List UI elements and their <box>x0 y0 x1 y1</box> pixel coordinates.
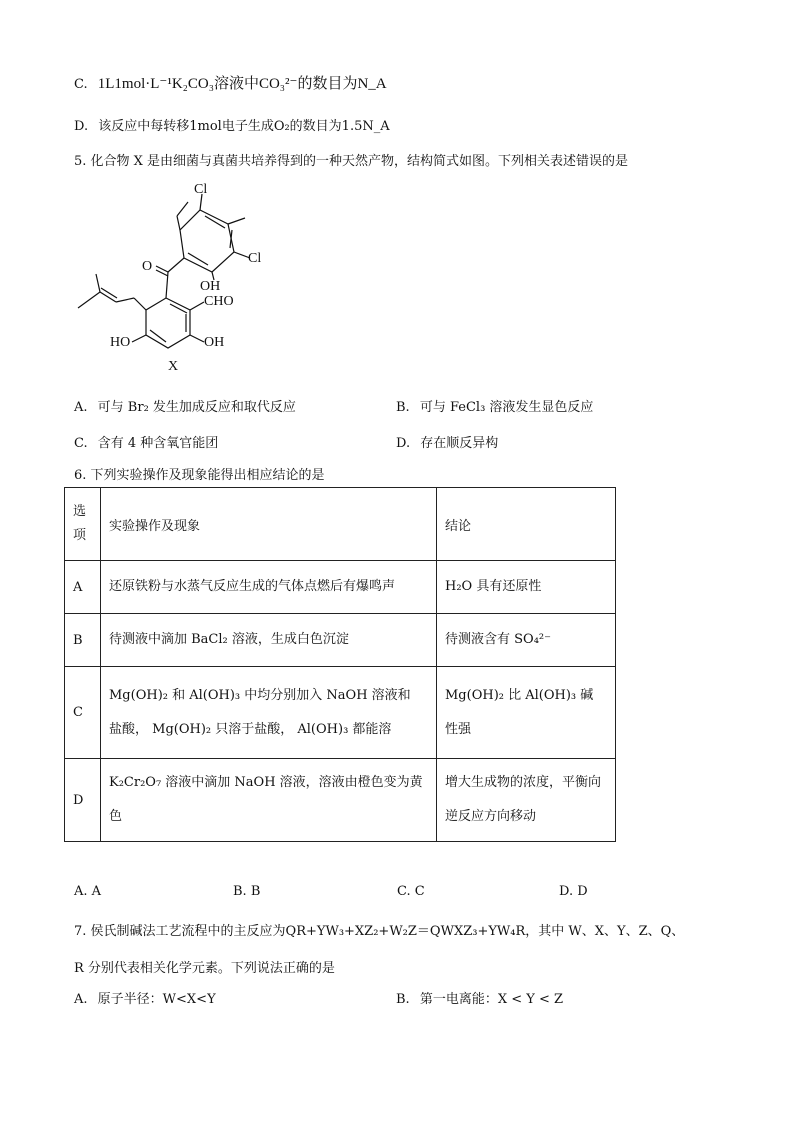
table-row: C Mg(OH)₂ 和 Al(OH)₃ 中均分别加入 NaOH 溶液和 盐酸， Mg(OH)₂ 只溶于盐酸， Al(OH)₃ 都能溶 Mg(OH)₂ 比 Al(OH)₃ 碱 性强 <box>65 667 616 759</box>
q7-stem-line2: R 分别代表相关化学元素。下列说法正确的是 <box>74 961 335 976</box>
label-carbonyl-o: O <box>142 259 153 274</box>
label-cl-right: Cl <box>248 251 262 266</box>
label-ho-left: HO <box>110 335 131 350</box>
q6-answer-b: B. B <box>233 884 261 899</box>
q7-stem-line1: 7. 侯氏制碱法工艺流程中的主反应为QR+YW₃+XZ₂+W₂Z＝QWXZ₃+YW₄R，其中 W、X、Y、Z、Q、 <box>74 924 685 939</box>
label-cl-top: Cl <box>194 182 208 197</box>
label-oh-upper: OH <box>200 279 221 294</box>
q5-option-d: D. 存在顺反异构 <box>396 436 499 451</box>
q6-answer-d: D. D <box>559 884 588 899</box>
q6-stem: 6. 下列实验操作及现象能得出相应结论的是 <box>74 468 325 483</box>
q6-answer-a: A. A <box>74 884 102 899</box>
q7-option-a: A. 原子半径：W<X<Y <box>74 992 216 1007</box>
table-row: A 还原铁粉与水蒸气反应生成的气体点燃后有爆鸣声 H₂O 具有还原性 <box>65 561 616 614</box>
label-compound-x: X <box>168 359 179 374</box>
header-operation: 实验操作及现象 <box>101 488 437 561</box>
q4-option-c: C. 1L1mol·L⁻¹K₂CO₃溶液中CO₃²⁻的数目为N_A <box>74 76 387 92</box>
q5-stem: 5. 化合物 X 是由细菌与真菌共培养得到的一种天然产物，结构简式如图。下列相关表述错误的是 <box>74 154 629 169</box>
table-header-row <box>65 488 616 561</box>
q6-answer-c: C. C <box>397 884 425 899</box>
header-select: 选项 <box>65 488 101 561</box>
q4-option-d-text: 该反应中每转移1mol电子生成O₂的数目为1.5N_A <box>98 119 390 134</box>
q5-option-b: B. 可与 FeCl₃ 溶液发生显色反应 <box>396 400 594 415</box>
q4-option-d: D. 该反应中每转移1mol电子生成O₂的数目为1.5N_A <box>74 119 390 134</box>
q5-option-a: A. 可与 Br₂ 发生加成反应和取代反应 <box>74 400 296 415</box>
q5-option-c: C. 含有 4 种含氧官能团 <box>74 436 219 451</box>
upper-benzene-ring <box>180 210 234 272</box>
table-row: D K₂Cr₂O₇ 溶液中滴加 NaOH 溶液，溶液由橙色变为黄 色 增大生成物的浓度，平衡向 逆反应方向移动 <box>65 759 616 842</box>
header-conclusion: 结论 <box>437 488 616 561</box>
q4-option-c-text: 1L1mol·L⁻¹K₂CO₃溶液中CO₃²⁻的数目为N_A <box>97 76 387 92</box>
lower-benzene-ring <box>146 298 190 348</box>
q7-option-b: B. 第一电离能：X < Y < Z <box>396 992 564 1007</box>
label-cho: CHO <box>204 294 234 309</box>
label-oh-bottom: OH <box>204 335 225 350</box>
q6-table <box>64 487 616 842</box>
compound-x-structure <box>70 180 290 380</box>
table-row: B 待测液中滴加 BaCl₂ 溶液，生成白色沉淀 待测液含有 SO₄²⁻ <box>65 614 616 667</box>
